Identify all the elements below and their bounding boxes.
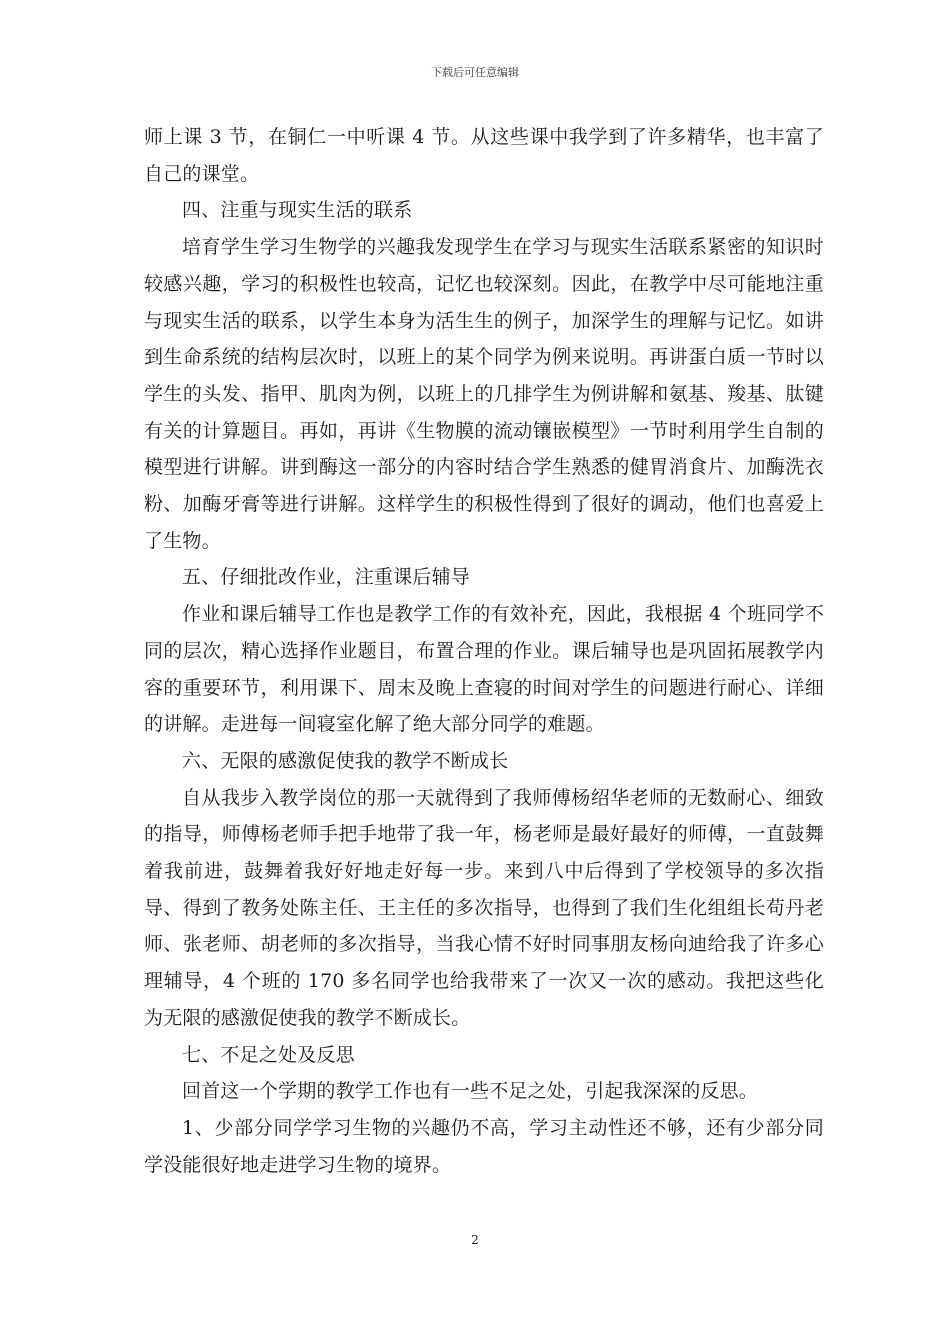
section-heading-4: 四、注重与现实生活的联系: [182, 199, 413, 222]
paragraph: 自从我步入教学岗位的那一天就得到了我师傅杨绍华老师的无数耐心、细致的指导，师傅杨老师手把手地带了我一年，杨老师是最好最好的师傅，一直鼓舞着我前进，鼓舞着我好好地走好每一步。来到八中后得到了学校领导的多次指导、得到了教务处陈主任、王主任的多次指导，也得到了我们生化组组长苟丹老师、张老师、胡老师的多次指导，当我心情不好时同事朋友杨向迪给我了许多心理辅导，4 个班的 170 多名同学也给我带来了一次又一次的感动。我把这些化为无限的感激促使我的教学不断成长。: [144, 786, 824, 1029]
section-heading-5: 五、仔细批改作业，注重课后辅导: [182, 566, 471, 589]
document-body: [144, 119, 824, 1183]
page-header: 下载后可任意编辑: [431, 66, 519, 79]
paragraph-continued: 师上课 3 节，在铜仁一中听课 4 节。从这些课中我学到了许多精华，也丰富了自己的课堂。: [144, 126, 824, 185]
page-number: 2: [471, 1233, 479, 1247]
section-heading-7: 七、不足之处及反思: [182, 1043, 355, 1066]
paragraph: 回首这一个学期的教学工作也有一些不足之处，引起我深深的反思。: [182, 1080, 759, 1103]
paragraph: 1、少部分同学学习生物的兴趣仍不高，学习主动性还不够，还有少部分同学没能很好地走进学习生物的境界。: [144, 1116, 824, 1176]
section-heading-6: 六、无限的感激促使我的教学不断成长: [182, 749, 509, 772]
paragraph: 作业和课后辅导工作也是教学工作的有效补充，因此，我根据 4 个班同学不同的层次，精心选择作业题目，布置合理的作业。课后辅导也是巩固拓展教学内容的重要环节，利用课下、周末及晚上查寝的时间对学生的问题进行耐心、详细的讲解。走进每一间寝室化解了绝大部分同学的难题。: [144, 603, 824, 736]
paragraph: 培育学生学习生物学的兴趣我发现学生在学习与现实生活联系紧密的知识时较感兴趣，学习的积极性也较高，记忆也较深刻。因此，在教学中尽可能地注重与现实生活的联系，以学生本身为活生生的例子，加深学生的理解与记忆。如讲到生命系统的结构层次时，以班上的某个同学为例来说明。再讲蛋白质一节时以学生的头发、指甲、肌肉为例，以班上的几排学生为例讲解和氨基、羧基、肽键有关的计算题目。再如，再讲《生物膜的流动镶嵌模型》一节时利用学生自制的模型进行讲解。讲到酶这一部分的内容时结合学生熟悉的健胃消食片、加酶洗衣粉、加酶牙膏等进行讲解。这样学生的积极性得到了很好的调动，他们也喜爱上了生物。: [144, 236, 824, 552]
